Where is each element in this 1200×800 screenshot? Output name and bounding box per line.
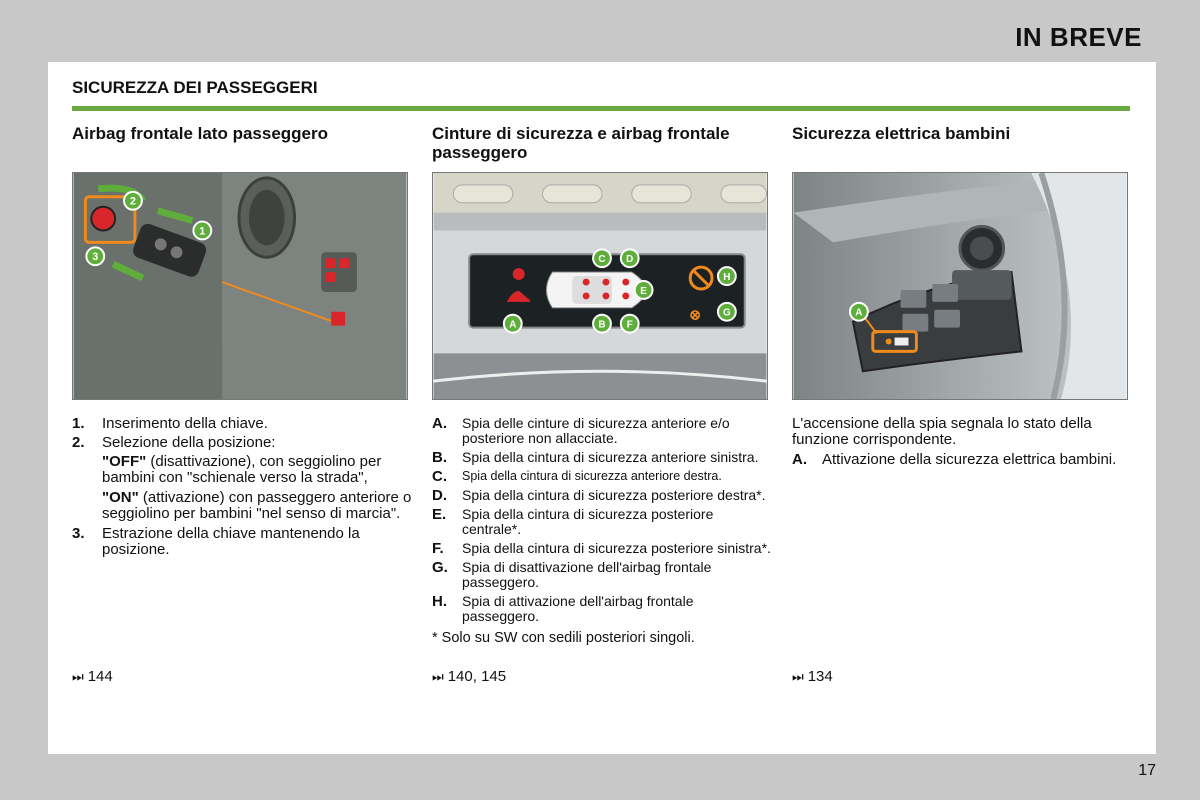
section-title: SICUREZZA DEI PASSEGGERI — [72, 78, 318, 97]
callout-a-label: A — [509, 319, 517, 331]
callout-2-label: 3 — [92, 251, 99, 264]
seatbelt-legend-list — [432, 416, 772, 646]
section-divider — [72, 106, 1130, 111]
callout-d-label: D — [626, 254, 634, 266]
page-content — [48, 62, 1156, 754]
callout-0-label: 1 — [199, 225, 206, 238]
column-title: Cinture di sicurezza e airbag frontale passeggero — [432, 124, 730, 162]
list-item: D. Spia della cintura di sicurezza posteriore destra*. — [432, 487, 766, 504]
list-item: H. Spia di attivazione dell'airbag frontale passeggero. — [432, 593, 694, 624]
door-panel-drawing — [793, 173, 1127, 399]
list-item: G. Spia di disattivazione dell'airbag frontale passeggero. — [432, 559, 712, 590]
intro-text: L'accensione della spia segnala lo stato della funzione corrispondente. — [792, 415, 1092, 448]
list-item: A. Attivazione della sicurezza elettrica bambini. — [792, 451, 1117, 468]
airbag-switch-drawing — [73, 173, 407, 399]
callout-g-label: G — [723, 307, 731, 319]
list-item: 2. Selezione della posizione: — [72, 434, 276, 451]
list-item: A. Spia delle cinture di sicurezza anteriore e/o posteriore non allacciate. — [432, 415, 730, 446]
skip-forward-icon: ⏭ — [72, 669, 84, 684]
seatbelt-warning-illustration — [432, 172, 768, 400]
list-item: B. Spia della cintura di sicurezza anteriore sinistra. — [432, 449, 759, 466]
callout-f-label: F — [626, 319, 633, 331]
column-child-lock — [792, 124, 1128, 468]
airbag-steps-list — [72, 416, 412, 561]
skip-forward-icon: ⏭ — [432, 669, 444, 684]
column-title: Sicurezza elettrica bambini — [792, 124, 1011, 143]
list-item: C. Spia della cintura di sicurezza anteriore destra. — [432, 468, 722, 485]
callout-c-label: C — [598, 254, 606, 266]
list-item: 3. Estrazione della chiave mantenendo la posizione. — [72, 525, 360, 558]
page-reference-link[interactable]: ⏭ 144 — [72, 668, 113, 685]
column-airbag — [72, 124, 412, 558]
callout-e-label: E — [640, 285, 647, 297]
airbag-off-icon: ⊗ — [689, 306, 701, 323]
page-number: 17 — [1138, 762, 1156, 779]
on-description: "ON" (attivazione) con passeggero anteriore o seggiolino per bambini "nel senso di marcia". — [102, 489, 412, 522]
off-description: "OFF" (disattivazione), con seggiolino per bambini con "schienale verso la strada", — [102, 453, 382, 486]
airbag-switch-illustration — [72, 172, 408, 400]
callout-a-label: A — [855, 307, 863, 319]
list-item: F. Spia della cintura di sicurezza posteriore sinistra*. — [432, 540, 771, 557]
callout-h-label: H — [723, 272, 731, 284]
seatbelt-display-drawing — [433, 173, 767, 399]
callout-b-label: B — [598, 319, 606, 331]
page-reference-link[interactable]: ⏭ 140, 145 — [432, 668, 507, 685]
column-seatbelts — [432, 124, 771, 646]
column-title: Airbag frontale lato passeggero — [72, 124, 328, 143]
list-item: E. Spia della cintura di sicurezza posteriore centrale*. — [432, 506, 714, 537]
list-item: 1. Inserimento della chiave. — [72, 415, 268, 432]
chapter-title: IN BREVE — [1015, 22, 1142, 52]
skip-forward-icon: ⏭ — [792, 669, 804, 684]
page-reference-link[interactable]: ⏭ 134 — [792, 668, 833, 685]
callout-1-label: 2 — [129, 195, 136, 208]
child-lock-text — [792, 416, 1132, 471]
footnote: * Solo su SW con sedili posteriori singoli. — [432, 630, 695, 646]
child-lock-illustration — [792, 172, 1128, 400]
